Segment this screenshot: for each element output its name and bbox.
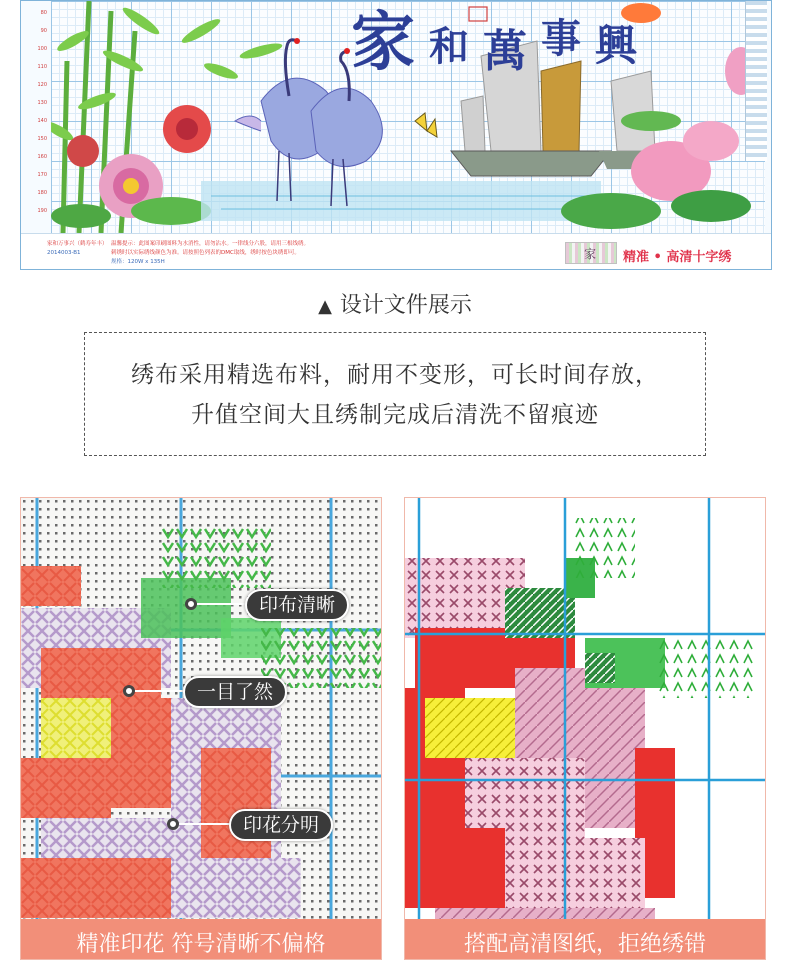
ruler-number: 140: [37, 118, 47, 124]
photo-banner: 搭配高清图纸，拒绝绣错: [405, 919, 765, 959]
brand-slogan: 精准 • 高清十字绣: [623, 250, 732, 265]
pattern-title-char: 事: [541, 15, 581, 62]
ruler-number: 90: [40, 28, 47, 34]
pattern-footer-name: [47, 240, 108, 258]
feature-tag: 印花分明: [229, 809, 333, 841]
pattern-title-char: 興: [595, 21, 638, 70]
pattern-title-char: 和: [429, 23, 469, 70]
brand-logo: [565, 242, 617, 264]
pattern-code-text: 2014003-B1: [47, 250, 81, 256]
description-line: 升值空间大且绣制完成后清洗不留痕迹: [191, 402, 599, 428]
feature-tag: 印布清晰: [245, 589, 349, 621]
pattern-note: 刺绣时以实际绣线颜色为准。请按照色列表的DMC取线，绣时按色块绣即可。: [111, 250, 300, 256]
pattern-note: 温馨提示：此图案印刷图料为水消性，请勿沾水。一律线分六股，请用三根线绣。: [111, 241, 310, 247]
caption-text: 设计文件展示: [339, 293, 472, 318]
description-box: [84, 332, 706, 456]
description-line: 绣布采用精选布料，耐用不变形，可长时间存放，: [131, 362, 659, 388]
tag-dot: [167, 818, 179, 830]
pattern-grid: [51, 1, 765, 233]
ruler-number: 190: [37, 208, 47, 214]
pattern-title-char: 家: [351, 5, 415, 80]
pattern-footer: [21, 233, 771, 270]
pattern-footer-notes: [111, 240, 411, 267]
butterfly-illustration: [415, 113, 437, 137]
ruler-number: 180: [37, 190, 47, 196]
ruler-number: 80: [40, 10, 47, 16]
pattern-preview-image: [20, 0, 772, 270]
pattern-title: [351, 1, 638, 80]
tag-dot: [185, 598, 197, 610]
ruler-number: 160: [37, 154, 47, 160]
ruler-number: 150: [37, 136, 47, 142]
section-caption: [0, 288, 790, 319]
pattern-row-ruler: [25, 1, 49, 233]
brand-logo-text: 家: [584, 247, 597, 261]
pattern-size-text: 规格：120W x 135H: [111, 259, 165, 265]
photo-banner: 精准印花 符号清晰不偏格: [21, 919, 381, 959]
ruler-number: 100: [37, 46, 47, 52]
fabric-closeup-artwork: [21, 498, 382, 960]
pattern-chart-closeup: [404, 497, 766, 960]
fabric-closeup-photo: [20, 497, 382, 960]
triangle-up-icon: ▲: [318, 296, 332, 317]
ruler-number: 110: [37, 64, 47, 70]
color-legend-strip: [745, 1, 767, 161]
ruler-number: 130: [37, 100, 47, 106]
ruler-number: 120: [37, 82, 47, 88]
tag-dot: [123, 685, 135, 697]
pattern-title-char: 萬: [483, 26, 527, 77]
ruler-number: 170: [37, 172, 47, 178]
pattern-name-text: 家和万事兴（鹤寿年丰）: [47, 241, 108, 247]
feature-tag: 一目了然: [183, 676, 287, 708]
pattern-chart-artwork: [405, 498, 766, 960]
